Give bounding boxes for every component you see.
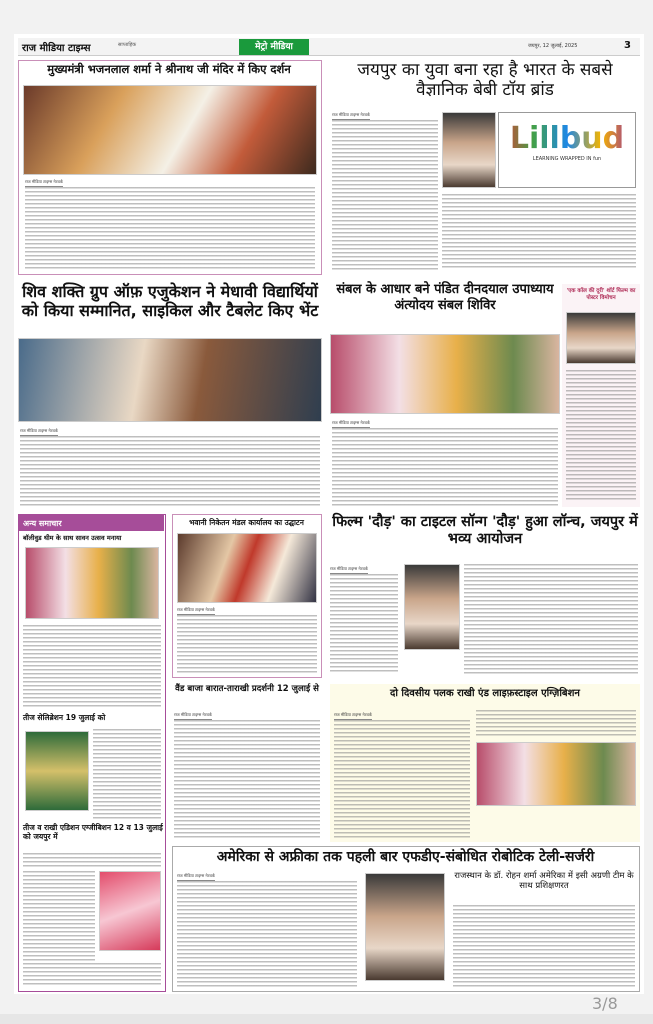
- ad-brand: Lillbud: [499, 121, 635, 156]
- byline: राज मीडिया टाइम्स नेटवर्क: [25, 179, 63, 187]
- subheadline: तीज सेलिब्रेशन 19 जुलाई को: [23, 713, 106, 722]
- byline: राज मीडिया टाइम्स नेटवर्क: [334, 712, 372, 720]
- article-text: [332, 120, 438, 270]
- article-text: [93, 729, 161, 819]
- article-text: [330, 574, 398, 674]
- viewer-bottom-bar: [0, 1014, 653, 1024]
- headline: दो दिवसीय पलक राखी एंड लाइफ़स्टाइल एग्ज़िबिशन: [390, 688, 580, 699]
- teej-poster: [25, 731, 89, 811]
- newspaper-page: [14, 34, 644, 994]
- byline: राज मीडिया टाइम्स नेटवर्क: [332, 420, 370, 428]
- photo: [442, 112, 496, 188]
- headline: जयपुर का युवा बना रहा है भारत के सबसे वैज्ञानिक बेबी टॉय ब्रांड: [357, 60, 613, 101]
- article-text: [23, 625, 161, 709]
- photo: [330, 334, 560, 414]
- photo: [18, 338, 322, 422]
- section-header: अन्य समाचार: [19, 515, 164, 531]
- page-indicator: 3/8: [592, 994, 618, 1013]
- article-text: [174, 720, 320, 840]
- story-other-news: [18, 514, 166, 992]
- masthead: [18, 38, 640, 56]
- article-text: [442, 194, 636, 270]
- article-text: [332, 428, 558, 506]
- article-text: [476, 710, 636, 738]
- headline: अमेरिका से अफ्रीका तक पहली बार एफडीए-संबोधित रोबोटिक टेली-सर्जरी: [216, 849, 595, 865]
- frequency: साप्ताहिक: [118, 42, 137, 48]
- article-text: [23, 963, 161, 987]
- byline: राज मीडिया टाइम्स नेटवर्क: [332, 112, 370, 120]
- photo: [177, 533, 317, 603]
- article-text: [23, 871, 95, 961]
- story-rakhi: [330, 684, 640, 842]
- byline: राज मीडिया टाइम्स नेटवर्क: [177, 607, 215, 615]
- ad-tagline: LEARNING WRAPPED IN fun: [532, 156, 602, 162]
- article-text: [20, 436, 320, 506]
- photo: [476, 742, 636, 806]
- byline: राज मीडिया टाइम्स नेटवर्क: [20, 428, 58, 436]
- headline: 'एक कॉल की दूरी' शॉर्ट फिल्म का पोस्टर विमोचन: [566, 288, 636, 301]
- photo: [566, 312, 636, 364]
- photo: [404, 564, 460, 650]
- article-text: [334, 720, 470, 838]
- story-band-baja: [172, 684, 322, 842]
- photo: [25, 547, 159, 619]
- headline: मुख्यमंत्री भजनलाल शर्मा ने श्रीनाथ जी मंदिर में किए दर्शन: [47, 62, 291, 76]
- article-text: [566, 370, 636, 502]
- byline: राज मीडिया टाइम्स नेटवर्क: [174, 712, 212, 720]
- story-surgery: [172, 846, 640, 992]
- headline: संबल के आधार बने पंडित दीनदयाल उपाध्याय अंत्योदय संबल शिविर: [336, 282, 554, 313]
- subheadline: बॉलीवुड थीम के साथ सावन उत्सव मनाया: [23, 534, 122, 542]
- doctor-photo: [365, 873, 445, 981]
- article-text: [177, 615, 317, 675]
- article-text: [464, 564, 638, 674]
- headline: भवानी निकेतन मंडल कार्यालय का उद्घाटन: [189, 518, 304, 527]
- story-shiv-shakti: [18, 282, 322, 507]
- photo: [23, 85, 317, 175]
- section-label: मेट्रो मीडिया: [239, 39, 309, 55]
- story-bhawani: [172, 514, 322, 678]
- story-film-poster: [562, 284, 640, 507]
- lillbud-ad: [498, 112, 636, 188]
- headline: फिल्म 'दौड़' का टाइटल सॉन्ग 'दौड़' हुआ लॉन्च, जयपुर में भव्य आयोजन: [332, 514, 638, 548]
- byline: राज मीडिया टाइम्स नेटवर्क: [330, 566, 368, 574]
- subheadline: तीज व राखी एडिशन एग्जीबिशन 12 व 13 जुलाई को जयपुर में: [23, 823, 163, 841]
- article-text: [453, 905, 635, 987]
- article-text: [177, 881, 357, 987]
- article-text: [23, 853, 161, 869]
- story-daud: [330, 514, 640, 678]
- byline: राज मीडिया टाइम्स नेटवर्क: [177, 873, 215, 881]
- page-number: 3: [624, 40, 631, 51]
- exhibition-poster: [99, 871, 161, 951]
- dateline: जयपुर, 12 जुलाई, 2025: [528, 43, 578, 49]
- story-cm: [18, 60, 322, 275]
- headline: शिव शक्ति ग्रुप ऑफ़ एजुकेशन ने मेधावी विद्यार्थियों को किया सम्मानित, साइकिल और टैबलेट किए भेंट: [21, 282, 319, 321]
- article-text: [25, 187, 315, 271]
- headline: वैंड बाजा बारात-ताराखी प्रदर्शनी 12 जुलाई से: [175, 684, 319, 694]
- paper-name: राज मीडिया टाइम्स: [22, 43, 91, 54]
- story-toy: [330, 60, 640, 275]
- subheadline: राजस्थान के डॉ. रोहन शर्मा अमेरिका में इसी अग्रणी टीम के साथ प्रशिक्षणरत: [454, 871, 634, 892]
- story-sambal: [330, 282, 560, 507]
